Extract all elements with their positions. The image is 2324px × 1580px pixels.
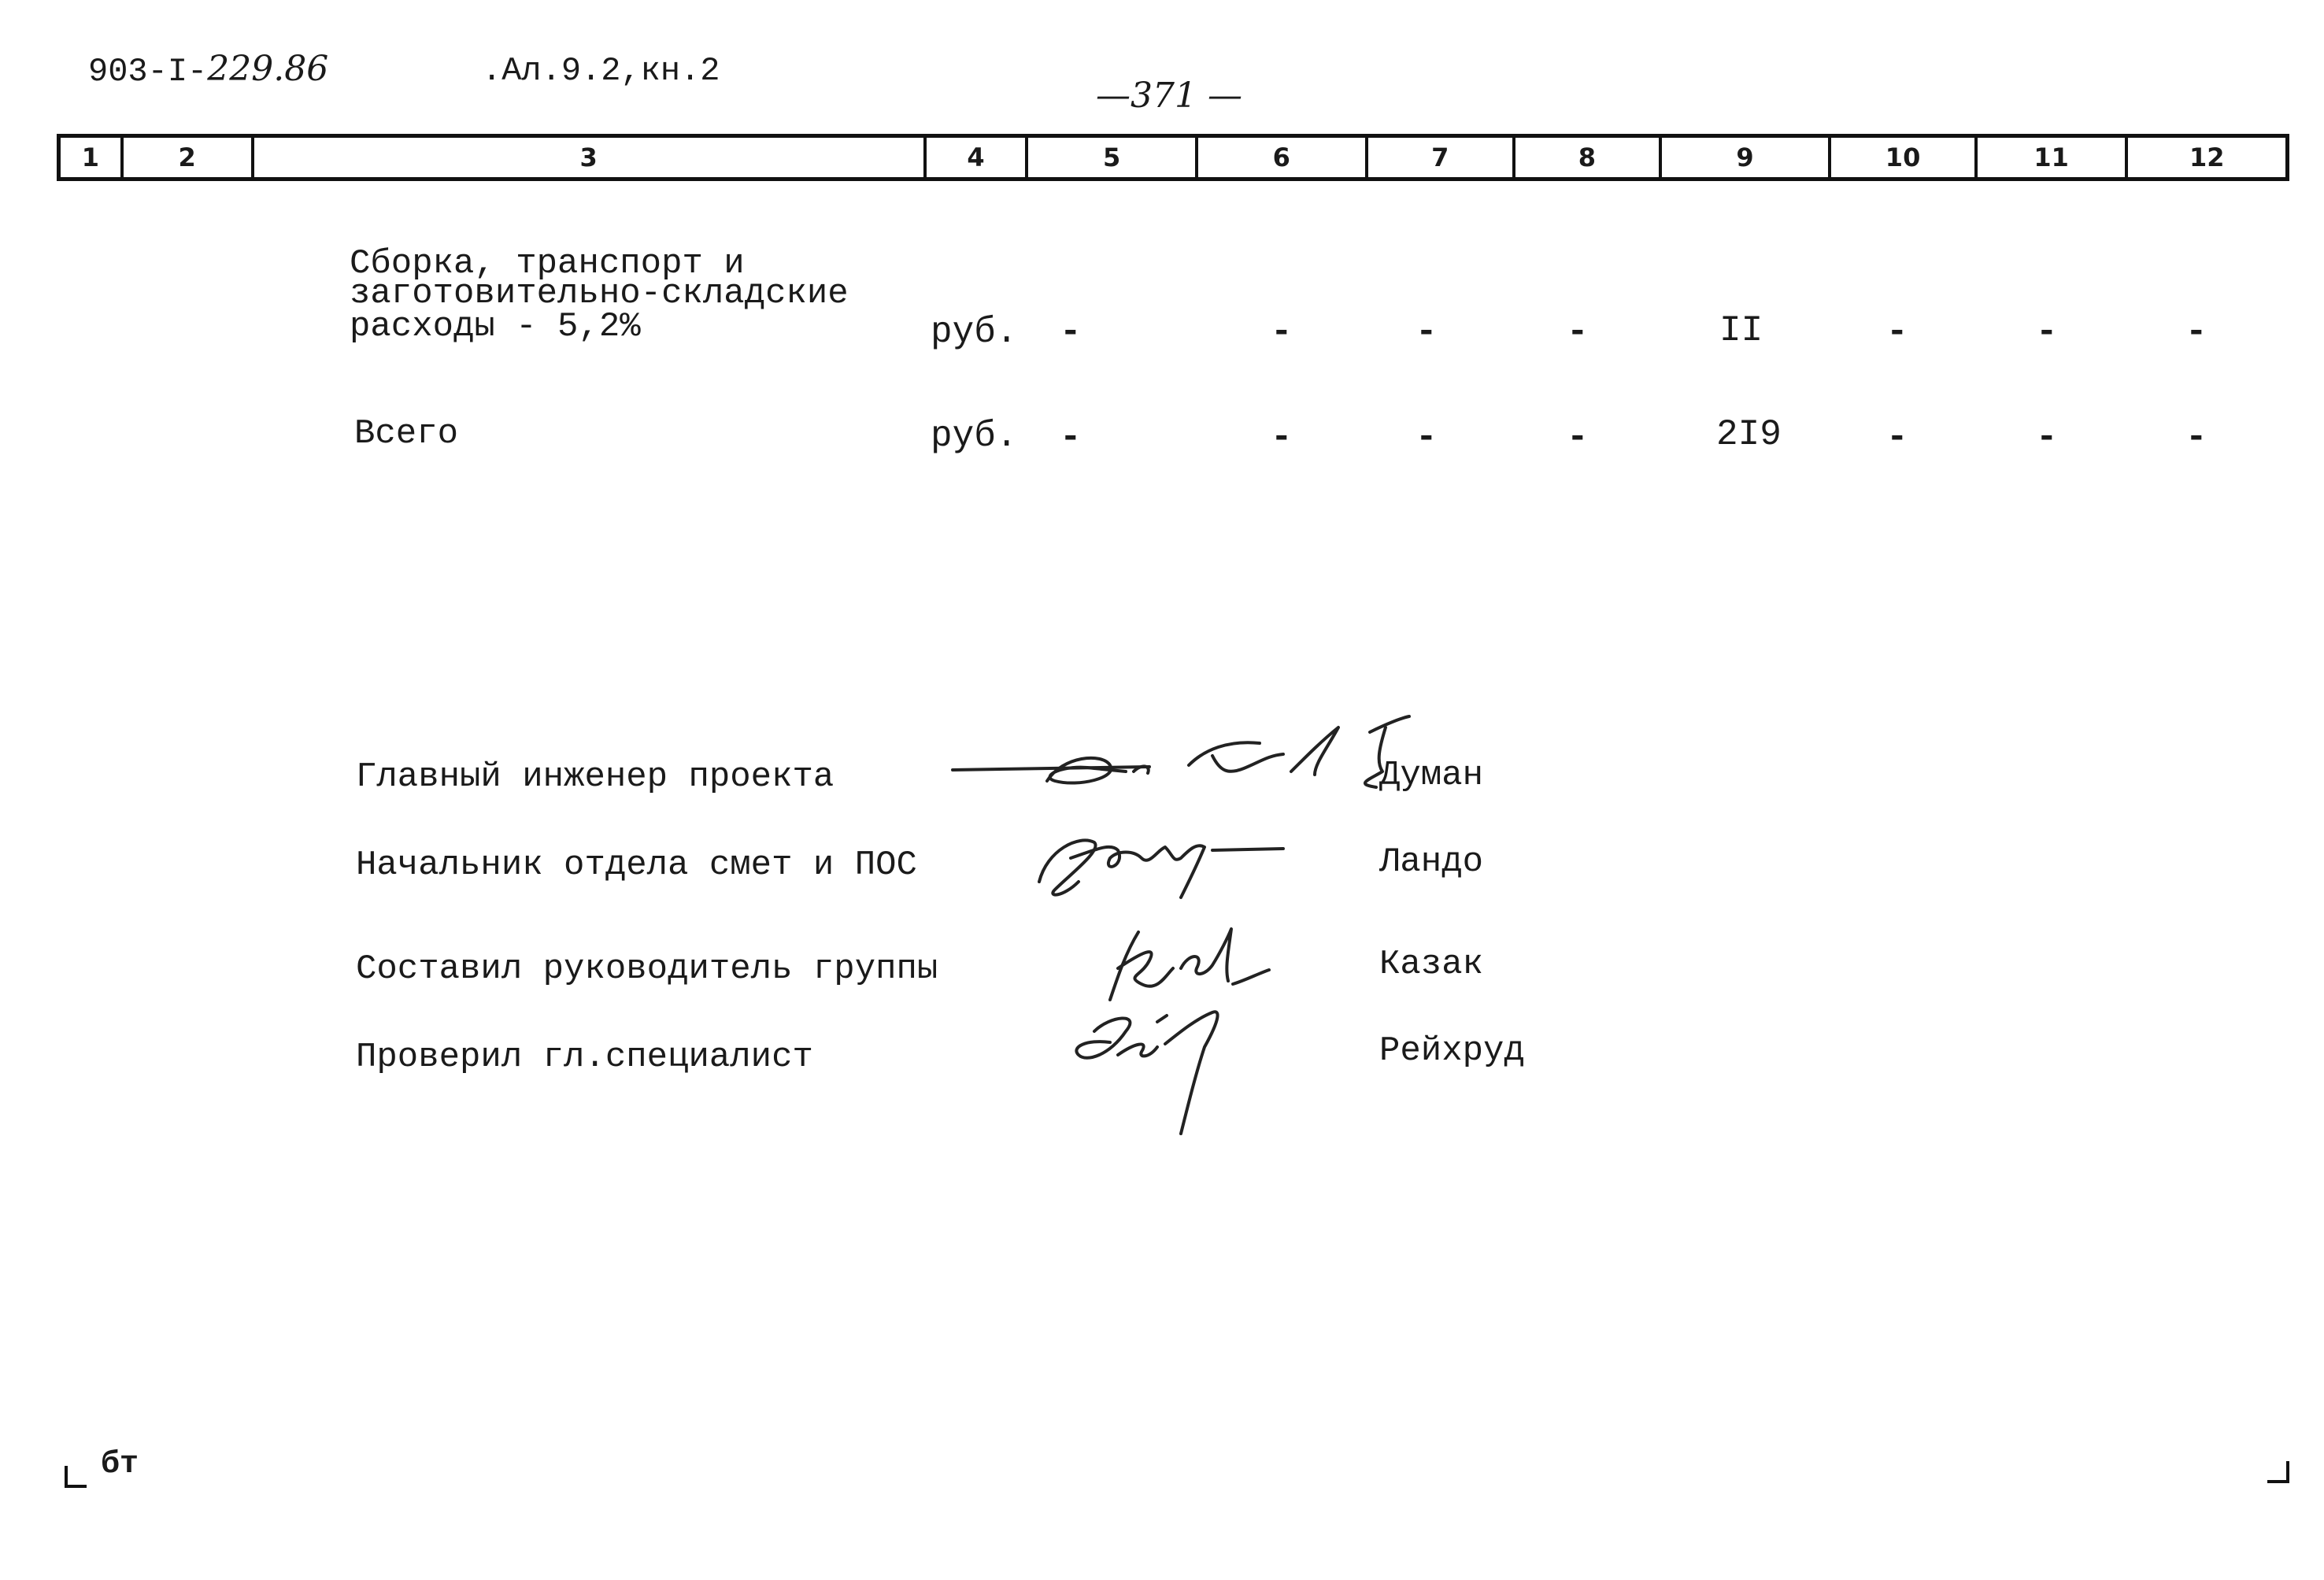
cell-col-11: - (2036, 417, 2058, 458)
row-unit: руб. (931, 416, 1018, 457)
column-header-1: 1 (61, 138, 124, 177)
column-header-3: 3 (254, 138, 927, 177)
cell-col-6: - (1271, 417, 1293, 458)
signer-role: Начальник отдела смет и ПОС (356, 846, 917, 885)
cell-col-5: - (1060, 312, 1082, 353)
cell-col-6: - (1271, 312, 1293, 353)
signature-group-leader (1094, 921, 1275, 1008)
cell-col-10: - (1886, 312, 1908, 353)
signer-name: Рейхруд (1379, 1031, 1525, 1071)
cell-col-8: - (1567, 312, 1589, 353)
cell-col-7: - (1415, 417, 1438, 458)
cell-col-12: - (2185, 417, 2207, 458)
cell-col-12: - (2185, 312, 2207, 353)
row-label-line: Сборка, транспорт и (350, 244, 745, 283)
column-header-row (57, 134, 2289, 181)
column-header-11: 11 (1978, 138, 2129, 177)
cell-col-11: - (2036, 312, 2058, 353)
cell-col-10: - (1886, 417, 1908, 458)
cell-col-9: II (1719, 310, 1763, 351)
cell-col-8: - (1567, 417, 1589, 458)
document-code-handwritten: 229.86 (207, 49, 329, 89)
column-header-2: 2 (124, 138, 254, 177)
signature-department-head (1023, 819, 1291, 905)
signer-role: Проверил гл.специалист (356, 1038, 813, 1077)
cell-col-5: - (1060, 417, 1082, 458)
column-header-12: 12 (2189, 142, 2225, 172)
footer-mark: бт (101, 1447, 139, 1482)
document-code-prefix: 903-I- (88, 53, 208, 91)
column-header-5: 5 (1028, 138, 1198, 177)
row-unit: руб. (931, 312, 1018, 353)
column-header-9: 9 (1662, 138, 1832, 177)
row-label-line: заготовительно-складские (350, 274, 849, 313)
signature-chief-engineer (945, 709, 1449, 811)
cell-col-7: - (1415, 312, 1438, 353)
column-header-6: 6 (1198, 138, 1368, 177)
cell-col-9: 2I9 (1716, 414, 1782, 455)
row-label-line: расходы - 5,2% (350, 307, 641, 346)
column-header-7: 7 (1368, 138, 1516, 177)
column-header-10: 10 (1831, 138, 1978, 177)
signer-name: Ландо (1379, 842, 1484, 882)
document-reference: .Ал.9.2,кн.2 (482, 52, 720, 90)
signature-chief-specialist (1063, 1000, 1244, 1142)
column-header-8: 8 (1515, 138, 1662, 177)
page-number: —371 — (1096, 76, 1242, 116)
signer-role: Главный инженер проекта (356, 757, 834, 797)
signer-name: Думан (1379, 756, 1484, 795)
signer-role: Составил руководитель группы (356, 949, 938, 989)
crop-mark-bottom-right (2267, 1461, 2289, 1483)
row-label-line: Всего (354, 414, 459, 453)
document-code (88, 49, 328, 91)
column-header-4: 4 (927, 138, 1029, 177)
crop-mark-bottom-left (65, 1466, 87, 1488)
signer-name: Казак (1379, 945, 1484, 984)
